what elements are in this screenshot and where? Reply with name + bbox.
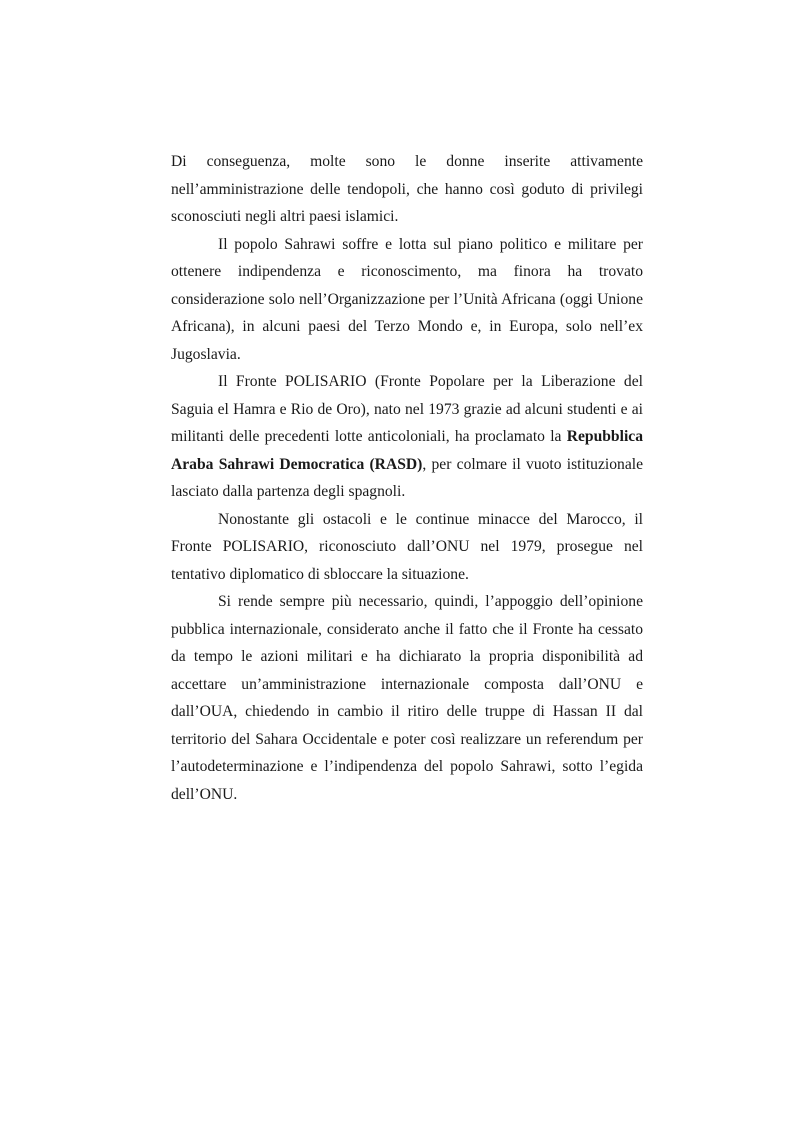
document-page xyxy=(171,148,643,808)
paragraph-3 xyxy=(171,368,643,506)
paragraph-2: Il popolo Sahrawi soffre e lotta sul piano politico e militare per ottenere indipendenza e riconoscimento, ma finora ha trovato considerazione solo nell’Organizzazione per l’Unità Africana (oggi Unione Africana), in alcuni paesi del Terzo Mondo e, in Europa, solo nell’ex Jugoslavia. xyxy=(171,235,643,363)
paragraph-4: Nonostante gli ostacoli e le continue minacce del Marocco, il Fronte POLISARIO, riconosciuto dall’ONU nel 1979, prosegue nel tentativo diplomatico di sbloccare la situazione. xyxy=(171,510,643,583)
paragraph-5: Si rende sempre più necessario, quindi, l’appoggio dell’opinione pubblica internazionale, considerato anche il fatto che il Fronte ha cessato da tempo le azioni militari e ha dichiarato la propria disponibilità ad accettare un’amministrazione internazionale composta dall’ONU e dall’OUA, chiedendo in cambio il ritiro delle truppe di Hassan II dal territorio del Sahara Occidentale e poter così realizzare un referendum per l’autodeterminazione e l’indipendenza del popolo Sahrawi, sotto l’egida dell’ONU. xyxy=(171,593,643,803)
paragraph-3-text-after: , per colmare il vuoto istituzionale lasciato dalla partenza degli spagnoli. xyxy=(171,455,644,500)
paragraph-3-text-before: Il Fronte POLISARIO (Fronte Popolare per la Liberazione del Saguia el Hamra e Rio de Oro), nato nel 1973 grazie ad alcuni studenti e ai militanti delle precedenti lotte anticoloniali, ha proclamato la xyxy=(171,373,643,445)
rasd-bold-term: Repubblica Araba Sahrawi Democratica (RASD) xyxy=(171,428,643,473)
paragraph-1: Di conseguenza, molte sono le donne inserite attivamente nell’amministrazione delle tendopoli, che hanno così goduto di privilegi sconosciuti negli altri paesi islamici. xyxy=(171,153,643,225)
